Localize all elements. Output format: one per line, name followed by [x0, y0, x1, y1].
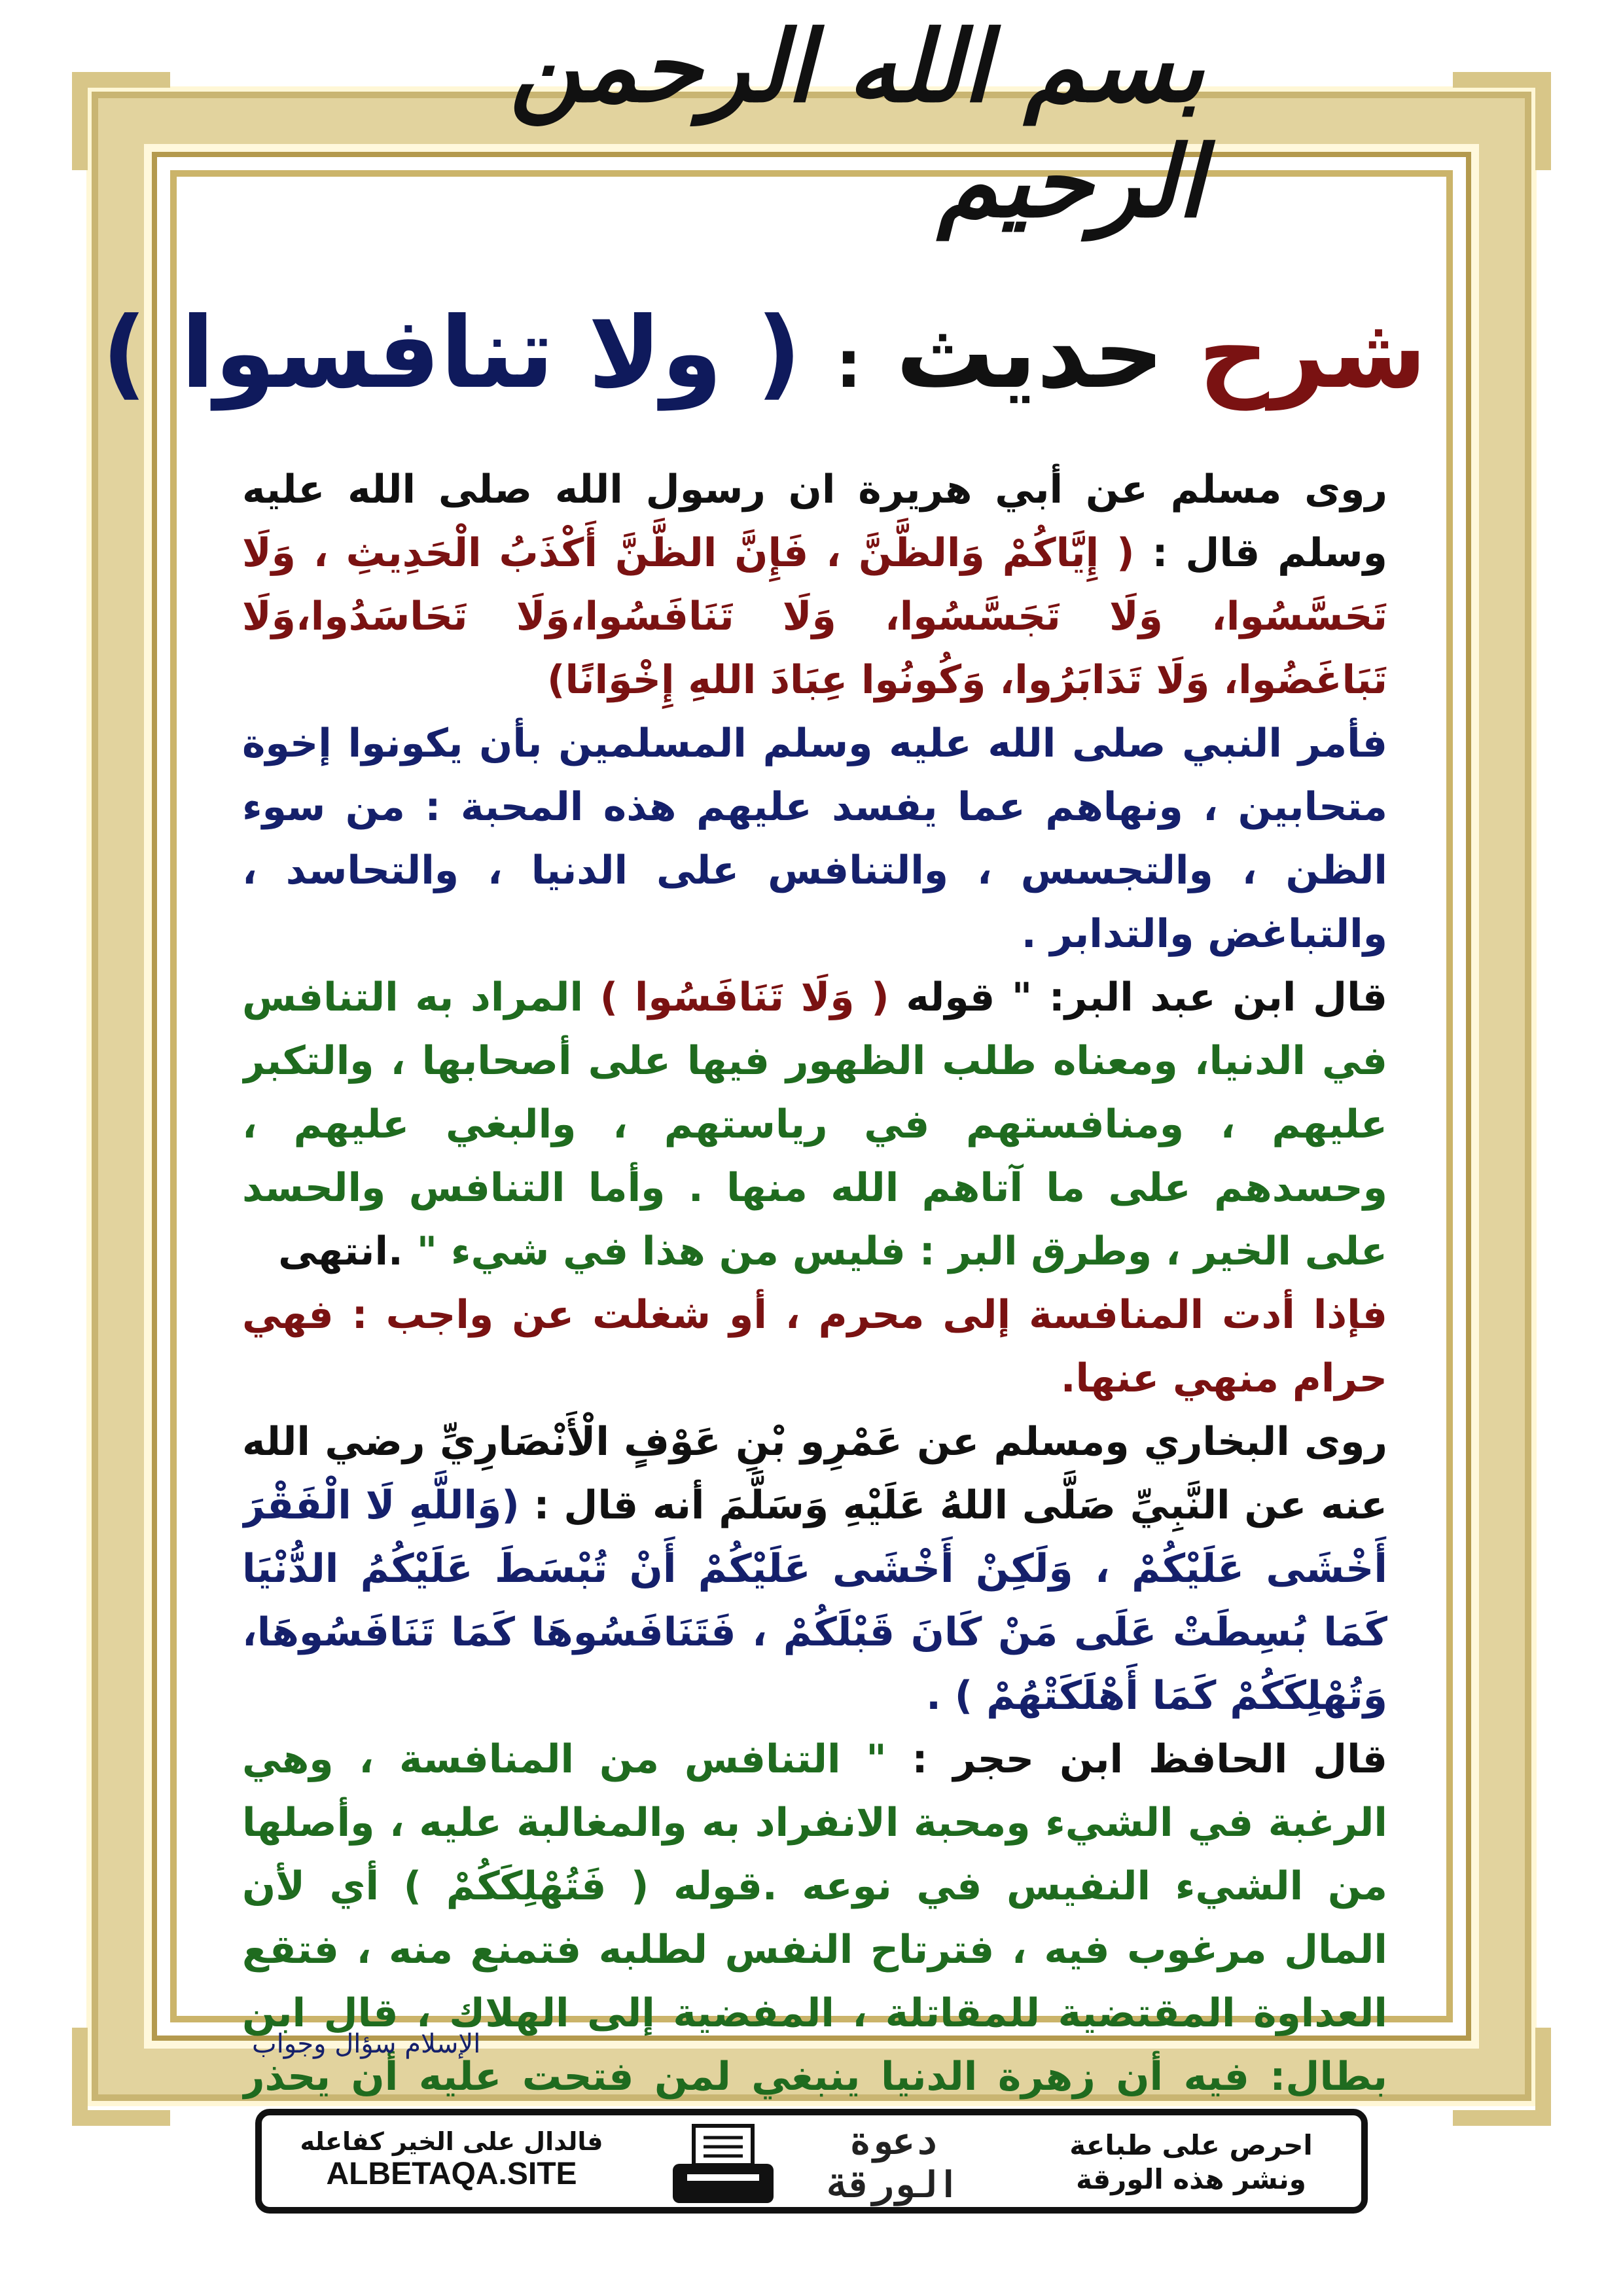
p5-hadith: (وَاللَّهِ لَا الْفَقْرَ أَخْشَى عَلَيْكُمْ ، وَلَكِنْ أَخْشَى عَلَيْكُمْ أَنْ تُبْسَطَ عَلَيْكُمُ الدُّنْيَا كَمَا بُسِطَتْ عَلَى مَنْ كَانَ قَبْلَكُمْ ، فَتَنَافَسُوهَا كَمَا تَنَافَسُوهَا، وَتُهْلِكَكُمْ كَمَا أَهْلَكَتْهُمْ ) . [242, 1482, 1387, 1719]
p6-text: " التنافس من المنافسة ، وهي الرغبة في الشيء ومحبة الانفراد به والمغالبة عليه ، وأصلها من الشيء النفيس في نوعه .قوله ( فَتُهْلِكَكُمْ ) أي لأن المال مرغوب فيه ، فترتاح النفس لطلبه فتمنع منه ، فتقع العداوة المقتضية للمقاتلة ، المفضية إلى الهلاك ، قال ابن بطال: فيه أن زهرة الدنيا ينبغي لمن فتحت عليه أن يحذر [242, 1736, 1387, 2100]
page-title [101, 288, 1427, 419]
p3-lead: قال ابن عبد البر: " قوله [889, 975, 1387, 1020]
frame-corner-top-right [1453, 72, 1551, 170]
paragraph-4: فإذا أدت المنافسة إلى محرم ، أو شغلت عن واجب : فهي حرام منهي عنها. [242, 1292, 1387, 1401]
title-phrase: ( ولا تنافسوا ) [101, 296, 802, 410]
article-body [242, 458, 1387, 2114]
paragraph-5 [242, 1410, 1387, 1728]
frame-corner-bottom-right [1453, 2028, 1551, 2126]
dawa-waraqa-logo [818, 2121, 969, 2212]
p1-hadith: ( إِيَّاكُمْ وَالظَّنَّ ، فَإِنَّ الظَّنَّ أَكْذَبُ الْحَدِيثِ ، وَلَا تَحَسَّسُوا، وَلَا تَجَسَّسُوا، وَلَا تَنَافَسُوا،وَلَا تَحَاسَدُوا،وَلَا تَبَاغَضُوا، وَلَا تَدَابَرُوا، وَكُونُوا عِبَادَ اللهِ إِخْوَانًا) [242, 530, 1387, 703]
source-credit: الإسلام سؤال وجواب [252, 2029, 481, 2059]
footer-print-note [1047, 2128, 1335, 2197]
footer-site-block [281, 2127, 622, 2199]
title-word-sharh: شرح [1198, 296, 1427, 410]
p1-intro: روى مسلم عن أبي هريرة ان رسول الله صلى الله عليه وسلم قال : [242, 467, 1387, 576]
paragraph-2: فأمر النبي صلى الله عليه وسلم المسلمين بأن يكونوا إخوة متحابين ، ونهاهم عما يفسد عليهم هذه المحبة : من سوء الظن ، والتجسس ، والتنافس على الدنيا ، والتحاسد ، والتباغض والتدابر . [242, 721, 1387, 957]
p5-intro: روى البخاري ومسلم عن عَمْرِو بْنِ عَوْفٍ الْأَنْصَارِيِّ رضي الله عنه عن النَّبِيِّ صَلَّى اللهُ عَلَيْهِ وَسَلَّمَ أنه قال : [242, 1419, 1387, 1528]
p3-end: .انتهى [278, 1229, 403, 1274]
footer-print-line-2: ونشر هذه الورقة [1076, 2163, 1306, 2195]
logo-line-1: دعوة [849, 2121, 938, 2163]
footer-print-line-1: احرص على طباعة [1069, 2129, 1313, 2161]
printer-icon [668, 2123, 779, 2208]
p3-quote: ( وَلَا تَنَافَسُوا ) [583, 975, 889, 1020]
title-word-hadith: حديث [895, 296, 1164, 410]
p3-text: المراد به التنافس في الدنيا، ومعناه طلب الظهور فيها على أصحابها ، والتكبر عليهم ، ومنافستهم في رياستهم ، والبغي عليهم ، وحسدهم على ما آتاهم الله منها . وأما التنافس والحسد على الخير ، وطرق البر : فليس من هذا في شيء " [242, 975, 1387, 1274]
paragraph-3 [242, 966, 1387, 1283]
basmala-calligraphy: بسم الله الرحمن الرحيم [509, 9, 1204, 240]
title-separator: : [835, 326, 862, 403]
p6-lead: قال الحافظ ابن حجر : [886, 1736, 1387, 1782]
paragraph-1 [242, 458, 1387, 712]
footer-site-url[interactable]: ALBETAQA.SITE [326, 2157, 577, 2191]
footer-bar [255, 2109, 1368, 2214]
footer-slogan: فالدال على الخير كفاعله [300, 2127, 603, 2156]
frame-corner-bottom-left [72, 2028, 170, 2126]
logo-line-2: الورقة [827, 2164, 960, 2206]
frame-corner-top-left [72, 72, 170, 170]
